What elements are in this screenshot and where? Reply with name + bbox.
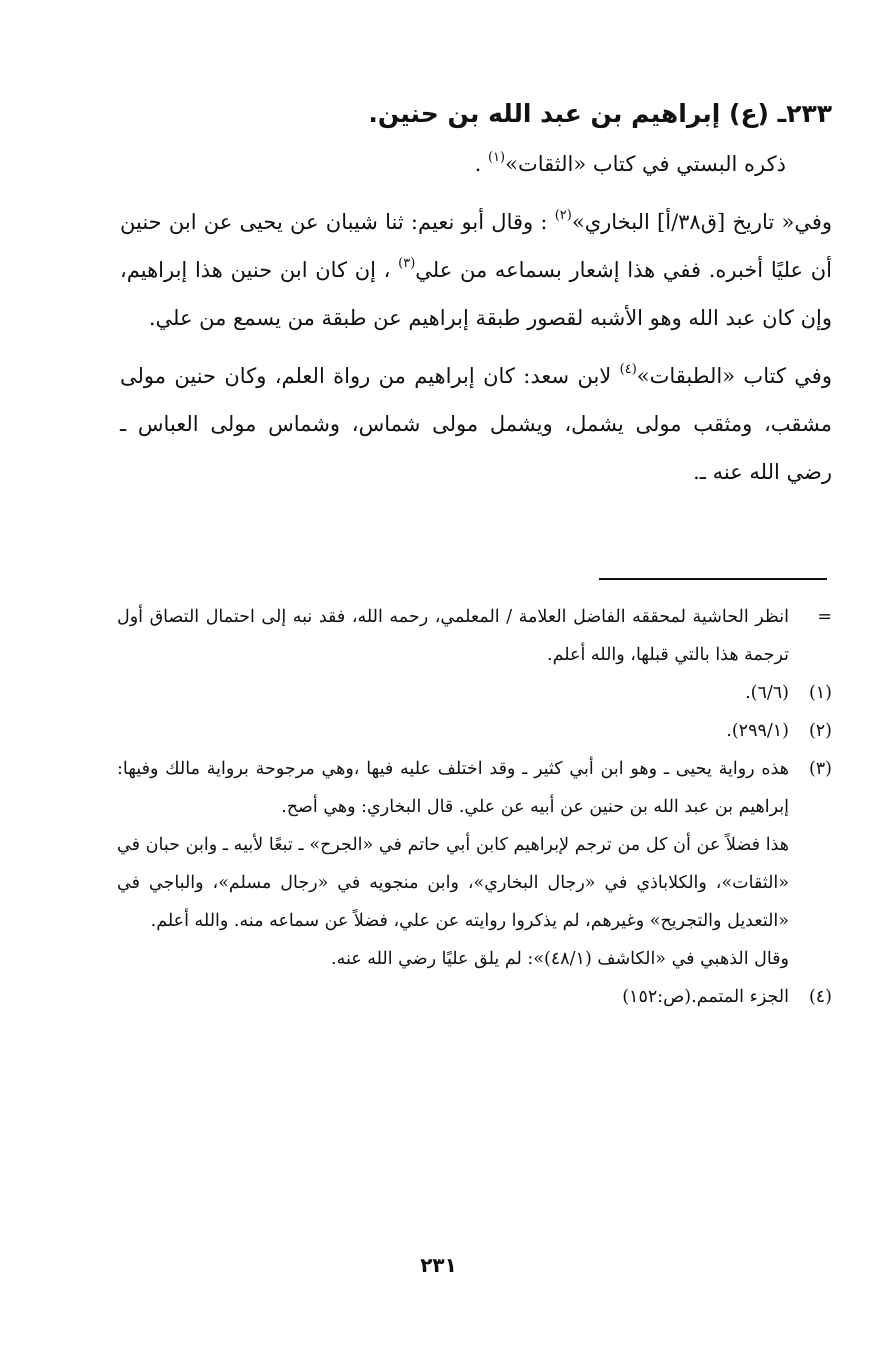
paragraph-thiqat-text: ذكره البستي في كتاب «الثقات»	[505, 152, 786, 176]
footnote-4-marker: (٤)	[808, 987, 832, 1007]
paragraph-tarikh-b: : وقال أبو نعيم: ثنا شيبان عن يحيى عن ابن حنين أن عليًا أخبره. ففي هذا إشعار بسماعه من علي	[120, 210, 832, 282]
paragraph-tabaqat	[120, 352, 832, 496]
footnote-3-text: هذه رواية يحيى ـ وهو ابن أبي كثير ـ وقد اختلف عليه فيها ،وهي مرجوحة برواية مالك وفيها: إبراهيم بن عبد الله بن حنين عن أبيه عن علي. قال البخاري: وهي أصح.	[117, 759, 789, 817]
footnote-ref-4[interactable]: (٤)	[619, 362, 637, 377]
footnote-4-text: الجزء المتمم.(ص:١٥٢)	[622, 987, 789, 1007]
footnote-continued-text: انظر الحاشية لمحققه الفاضل العلامة / المعلمي، رحمه الله، فقد نبه إلى احتمال التصاق أول ترجمة هذا بالتي قبلها، والله أعلم.	[117, 607, 789, 665]
main-text	[120, 88, 832, 496]
footnote-4	[117, 978, 832, 1016]
footnote-continued-marker: =	[817, 607, 832, 627]
footnote-continued	[117, 598, 832, 674]
footnote-1-text: (٦/٦).	[745, 683, 789, 703]
footnote-1	[117, 674, 832, 712]
paragraph-thiqat	[120, 140, 832, 188]
paragraph-thiqat-tail: .	[474, 152, 488, 176]
footnote-2	[117, 712, 832, 750]
footnote-separator	[599, 578, 827, 580]
paragraph-tarikh-a: وفي« تاريخ [ق٣٨/أ] البخاري»	[571, 210, 833, 234]
footnote-3-marker: (٣)	[808, 759, 832, 779]
paragraph-tabaqat-a: وفي كتاب «الطبقات»	[636, 364, 832, 388]
footnote-3	[117, 750, 832, 978]
footnote-ref-3[interactable]: (٣)	[398, 256, 416, 271]
footnote-ref-1[interactable]: (١)	[487, 150, 506, 165]
entry-heading: ٢٣٣ـ (ع) إبراهيم بن عبد الله بن حنين.	[368, 99, 832, 128]
paragraph-tabaqat-b: لابن سعد: كان إبراهيم من رواة العلم، وكان حنين مولى مشقب، ومثقب مولى يشمل، ويشمل مولى شماس، وشماس مولى العباس ـ رضي الله عنه ـ.	[120, 364, 832, 484]
footnote-2-marker: (٢)	[808, 721, 832, 741]
footnote-1-marker: (١)	[808, 683, 832, 703]
footnotes	[117, 598, 832, 1016]
footnote-3-continuation-2: وقال الذهبي في «الكاشف (٤٨/١)»: لم يلق عليًا رضي الله عنه.	[331, 949, 789, 969]
page-number: ٢٣١	[420, 1253, 457, 1277]
footnote-ref-2[interactable]: (٢)	[554, 208, 572, 223]
footnote-2-text: (٢٩٩/١).	[726, 721, 789, 741]
paragraph-tarikh	[120, 198, 832, 342]
footnote-3-continuation-1: هذا فضلاً عن أن كل من ترجم لإبراهيم كابن أبي حاتم في «الجرح» ـ تبعًا لأبيه ـ وابن حبان في «الثقات»، والكلاباذي في «رجال البخاري»، وابن منجويه في «رجال مسلم»، والباجي في «التعديل والتجريح» وغيرهم، لم يذكروا روايته عن علي، فضلاً عن سماعه منه. والله أعلم.	[117, 835, 789, 931]
paragraph-tarikh-c: ، إن كان ابن حنين هذا إبراهيم، وإن كان عبد الله وهو الأشبه لقصور طبقة إبراهيم عن طبقة من يسمع من علي.	[120, 258, 832, 330]
